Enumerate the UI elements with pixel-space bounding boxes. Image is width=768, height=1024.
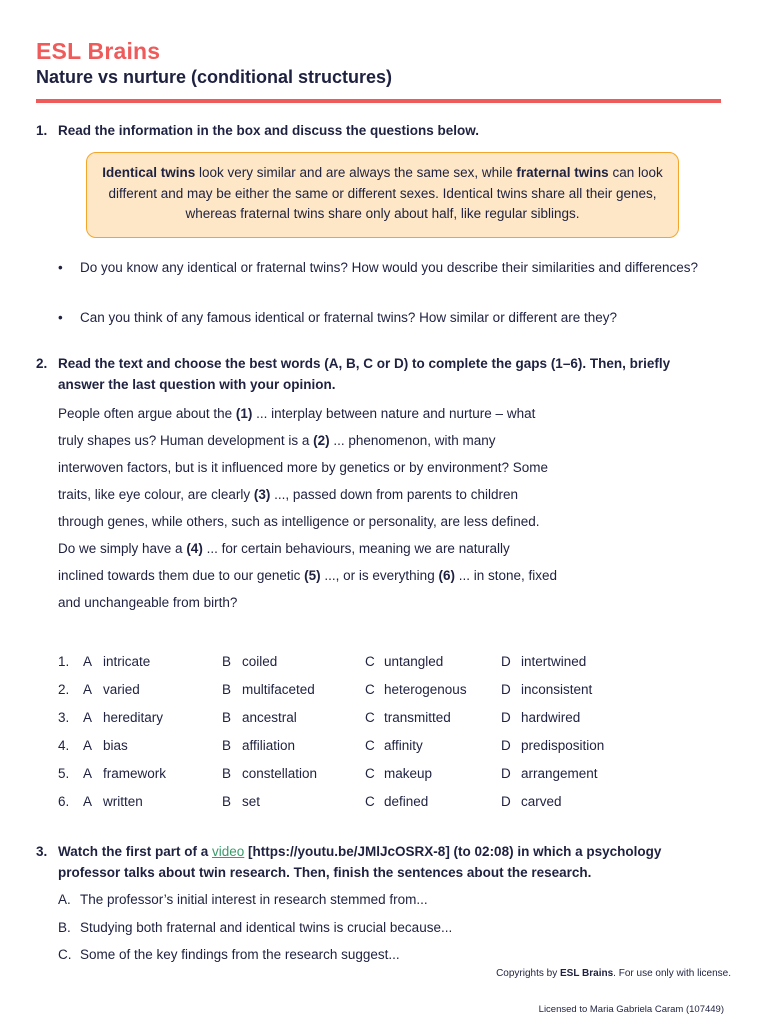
option-word: intricate — [103, 654, 151, 669]
option-row — [58, 736, 698, 756]
option-letter: B — [222, 710, 232, 725]
gap-6-marker: (6) — [438, 568, 455, 583]
sentence-label: B. — [58, 920, 71, 935]
gap-fill-passage — [58, 400, 558, 616]
question-3-text: [https://youtu.be/JMlJcOSRX-8] (to 02:08) in which a psychology — [244, 844, 662, 859]
copyright-text: . For use only with license. — [613, 968, 731, 979]
page-title: Nature vs nurture (conditional structures) — [36, 67, 393, 87]
option-word: coiled — [242, 654, 278, 669]
option-word: varied — [103, 682, 140, 697]
option-row — [58, 652, 698, 672]
sentence-text: Studying both fraternal and identical twins is crucial because... — [80, 920, 453, 935]
passage-text: ... phenomenon, with many interwoven factors, but is it influenced more by genetics or by environment? Some traits, like eye colour, are clearly — [58, 433, 548, 502]
option-letter: C — [365, 682, 375, 697]
option-word: heterogenous — [384, 682, 467, 697]
option-letter: A — [83, 710, 93, 725]
option-number: 3. — [58, 710, 70, 725]
option-word: multifaceted — [242, 682, 315, 697]
option-word: affiliation — [242, 738, 296, 753]
option-number: 6. — [58, 794, 70, 809]
option-word: carved — [521, 794, 562, 809]
passage-text: ..., passed down from parents to children through genes, while others, such as intelligence or personality, are less defined. Do we simply have a — [58, 487, 540, 556]
sentence-text: Some of the key findings from the research suggest... — [80, 947, 400, 962]
option-row — [58, 680, 698, 700]
option-letter: D — [501, 766, 511, 781]
option-word: set — [242, 794, 261, 809]
passage-text: ... for certain behaviours, meaning we are naturally inclined towards them due to our genetic — [58, 541, 510, 583]
question-2-number: 2. — [36, 356, 48, 371]
option-letter: C — [365, 738, 375, 753]
sentence-label: A. — [58, 892, 71, 907]
copyright-notice — [496, 968, 731, 979]
sentence-prompt — [58, 890, 718, 910]
question-2-text: Read the text and choose the best words (A, B, C or D) to complete the gaps (1–6). Then, briefly answer the last question with your opinion. — [58, 356, 671, 392]
passage-text: ..., or is everything — [320, 568, 439, 583]
question-2-heading — [36, 353, 721, 395]
option-row — [58, 792, 698, 812]
copyright-brand: ESL Brains — [560, 968, 614, 979]
gap-5-marker: (5) — [304, 568, 321, 583]
option-word: arrangement — [521, 766, 598, 781]
passage-text: ... in stone, fixed and unchangeable from birth? — [58, 568, 558, 610]
option-letter: D — [501, 738, 511, 753]
option-word: constellation — [242, 766, 318, 781]
gap-2-marker: (2) — [313, 433, 330, 448]
sentence-prompt — [58, 918, 718, 938]
option-letter: A — [83, 738, 93, 753]
question-1-heading — [36, 120, 721, 141]
option-letter: A — [83, 682, 93, 697]
info-text-1: look very similar and are always the same sex, while — [195, 165, 517, 180]
sentence-text: The professor’s initial interest in research stemmed from... — [80, 892, 428, 907]
brand-logo-text: ESL Brains — [36, 38, 161, 64]
passage-text: ... interplay between nature and nurture – what truly shapes us? Human development is a — [58, 406, 536, 448]
passage-text: People often argue about the — [58, 406, 236, 421]
info-term-identical: Identical twins — [102, 165, 196, 180]
question-3-number: 3. — [36, 844, 48, 859]
question-3-text: professor talks about twin research. Then, finish the sentences about the research. — [58, 865, 592, 880]
option-letter: D — [501, 794, 511, 809]
option-letter: D — [501, 654, 511, 669]
option-number: 5. — [58, 766, 70, 781]
option-word: untangled — [384, 654, 444, 669]
option-letter: B — [222, 738, 232, 753]
gap-3-marker: (3) — [253, 487, 271, 502]
option-number: 4. — [58, 738, 70, 753]
option-word: written — [103, 794, 143, 809]
option-number: 2. — [58, 682, 70, 697]
option-word: predisposition — [521, 738, 605, 753]
info-term-fraternal: fraternal twins — [516, 165, 609, 180]
copyright-text: Copyrights by — [496, 968, 560, 979]
info-box — [86, 152, 679, 238]
question-1-text: Read the information in the box and discuss the questions below. — [58, 123, 480, 138]
sentence-prompt — [58, 945, 718, 965]
option-word: inconsistent — [521, 682, 593, 697]
option-letter: A — [83, 766, 93, 781]
option-letter: C — [365, 710, 375, 725]
option-letter: C — [365, 766, 375, 781]
option-word: framework — [103, 766, 167, 781]
bullet-text: Do you know any identical or fraternal twins? How would you describe their similarities and differences? — [80, 260, 699, 275]
option-letter: D — [501, 710, 511, 725]
option-word: defined — [384, 794, 429, 809]
bullet-icon: • — [58, 260, 63, 275]
bullet-icon: • — [58, 310, 63, 325]
option-letter: B — [222, 682, 232, 697]
question-1-number: 1. — [36, 123, 48, 138]
header-divider — [36, 99, 721, 103]
sentence-label: C. — [58, 947, 72, 962]
license-notice: Licensed to Maria Gabriela Caram (107449) — [538, 1004, 724, 1015]
option-letter: A — [83, 794, 93, 809]
option-letter: D — [501, 682, 511, 697]
option-letter: A — [83, 654, 93, 669]
gap-1-marker: (1) — [235, 406, 253, 421]
option-letter: B — [222, 766, 232, 781]
bullet-text: Can you think of any famous identical or fraternal twins? How similar or different are they? — [80, 310, 618, 325]
option-word: ancestral — [242, 710, 297, 725]
option-word: bias — [103, 738, 128, 753]
info-text-2: can look different and may be either the same or different sexes. Identical twins share all their genes, whereas fraternal twins share only about half, like regular siblings. — [108, 165, 663, 221]
option-word: transmitted — [384, 710, 451, 725]
gap-4-marker: (4) — [186, 541, 203, 556]
discussion-bullet — [58, 308, 718, 328]
option-letter: C — [365, 794, 375, 809]
option-word: makeup — [384, 766, 433, 781]
option-letter: B — [222, 654, 232, 669]
video-link[interactable]: video — [212, 844, 245, 859]
option-word: hereditary — [103, 710, 164, 725]
option-number: 1. — [58, 654, 70, 669]
option-word: affinity — [384, 738, 423, 753]
option-row — [58, 708, 698, 728]
option-letter: B — [222, 794, 232, 809]
option-word: intertwined — [521, 654, 587, 669]
option-row — [58, 764, 698, 784]
option-word: hardwired — [521, 710, 581, 725]
question-3-heading — [36, 841, 721, 883]
option-letter: C — [365, 654, 375, 669]
question-3-text: Watch the first part of a — [58, 844, 213, 859]
discussion-bullet — [58, 258, 718, 298]
